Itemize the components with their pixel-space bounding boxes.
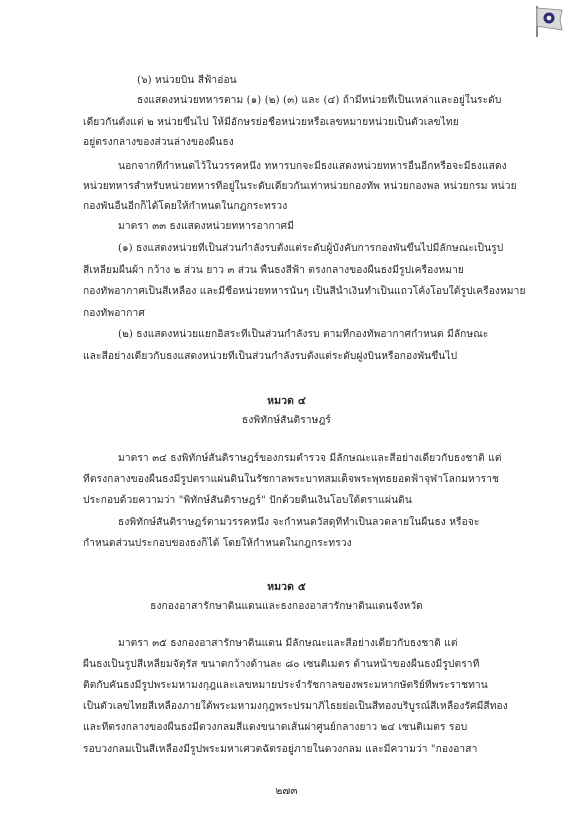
chapter-title: ธงกองอาสารักษาดินแดนและธงกองอาสารักษาดินแดนจังหวัด (150, 601, 423, 612)
text-line: มาตรา ๓๓ ธงแสดงหน่วยทหารอากาศมี (118, 221, 295, 232)
text-line: และที่ตรงกลางของผืนธงมีดวงกลมสีแดงขนาดเส้นผ่าศูนย์กลางยาว ๒๔ เซนติเมตร รอบ (83, 722, 468, 733)
text-line: อยู่ตรงกลางของส่วนล่างของผืนธง (83, 137, 234, 148)
chapter-heading: หมวด ๕ (267, 581, 306, 593)
text-line: นอกจากที่กำหนดไว้ในวรรคหนึ่ง ทหารบกจะมีธงแสดงหน่วยทหารอื่นอีกหรือจะมีธงแสดง (118, 161, 507, 172)
text-line: หน่วยทหารสำหรับหน่วยทหารที่อยู่ในระดับเดียวกันเท่าหน่วยกองทัพ หน่วยกองพล หน่วยกรม หน่วย (83, 181, 517, 192)
text-line: ที่ตรงกลางของผืนธงมีรูปตราแผ่นดินในรัชกาลพระบาทสมเด็จพระพุทธยอดฟ้าจุฬาโลกมหาราช (83, 474, 500, 485)
text-line: มาตรา ๓๕ ธงกองอาสารักษาดินแดน มีลักษณะและสีอย่างเดียวกับธงชาติ แต่ (118, 638, 458, 649)
text-line: กองทัพอากาศ (83, 308, 145, 319)
text-line: กองทัพอากาศเป็นสีเหลือง และมีชื่อหน่วยทหารนั้นๆ เป็นสีน้ำเงินทำเป็นแถวโค้งโอบใต้รูปเครื่องหมาย (83, 286, 526, 297)
text-line: เป็นตัวเลขไทยสีเหลืองภายใต้พระมหามงกุฎพระปรมาภิไธยย่อเป็นสีทองบริบูรณ์สีเหลืองรัศมีสีทอง (83, 701, 508, 712)
text-line: และสีอย่างเดียวกับธงแสดงหน่วยที่เป็นส่วนกำลังรบตั้งแต่ระดับฝูงบินหรือกองพันขึ้นไป (83, 351, 458, 362)
text-line: กำหนดส่วนประกอบของธงก็ได้ โดยให้กำหนดในกฎกระทรวง (83, 538, 352, 549)
chapter-title: ธงพิทักษ์สันติราษฎร์ (242, 415, 331, 426)
text-line: ประกอบด้วยความว่า "พิทักษ์สันติราษฎร์" ปักด้วยดิ้นเงินโอบใต้ตราแผ่นดิน (83, 495, 412, 506)
text-line: (๑) ธงแสดงหน่วยที่เป็นส่วนกำลังรบตั้งแต่ระดับผู้บังคับการกองพันขึ้นไปมีลักษณะเป็นรูป (118, 243, 504, 254)
text-line: ผืนธงเป็นรูปสี่เหลี่ยมจัตุรัส ขนาดกว้างด้านละ ๘๐ เซนติเมตร ด้านหน้าของผืนธงมีรูปตราที่ (83, 659, 480, 670)
text-line: (๒) ธงแสดงหน่วยแยกอิสระที่เป็นส่วนกำลังรบ ตามที่กองทัพอากาศกำหนด มีลักษณะ (118, 329, 489, 340)
chapter-heading: หมวด ๔ (267, 395, 306, 407)
text-line: ธงแสดงหน่วยทหารตาม (๑) (๒) (๓) และ (๔) ถ้ามีหน่วยที่เป็นเหล่าและอยู่ในระดับ (137, 95, 502, 106)
text-line: รอบวงกลมเป็นสีเหลืองมีรูปพระมหาเศวตฉัตรอยู่ภายในดวงกลม และมีความว่า "กองอาสา (83, 744, 478, 755)
text-line: มาตรา ๓๔ ธงพิทักษ์สันติราษฎร์ของกรมตำรวจ มีลักษณะและสีอย่างเดียวกับธงชาติ แต่ (118, 453, 502, 464)
text-line: สี่เหลี่ยมผืนผ้า กว้าง ๒ ส่วน ยาว ๓ ส่วน พื้นธงสีฟ้า ตรงกลางของผืนธงมีรูปเครื่องหมาย (83, 265, 464, 276)
text-line: ติดกับคันธงมีรูปพระมหามงกุฎและเลขหมายประจำรัชกาลของพระมหากษัตริย์ที่พระราชทาน (83, 680, 488, 691)
text-line: เดียวกันตั้งแต่ ๒ หน่วยขึ้นไป ให้มีอักษรย่อชื่อหน่วยหรือเลขหมายหน่วยเป็นตัวเลขไทย (83, 117, 459, 128)
text-line: ธงพิทักษ์สันติราษฎร์ตามวรรคหนึ่ง จะกำหนดวัสดุที่ทำเป็นลวดลายในผืนธง หรือจะ (118, 517, 480, 528)
page-number: ๒๗๓ (275, 785, 298, 797)
flag-emblem-icon (531, 4, 565, 38)
text-line: กองพันอื่นอีกก็ได้โดยให้กำหนดในกฎกระทรวง (83, 201, 288, 212)
text-line: (๖) หน่วยบิน สีฟ้าอ่อน (137, 75, 237, 86)
